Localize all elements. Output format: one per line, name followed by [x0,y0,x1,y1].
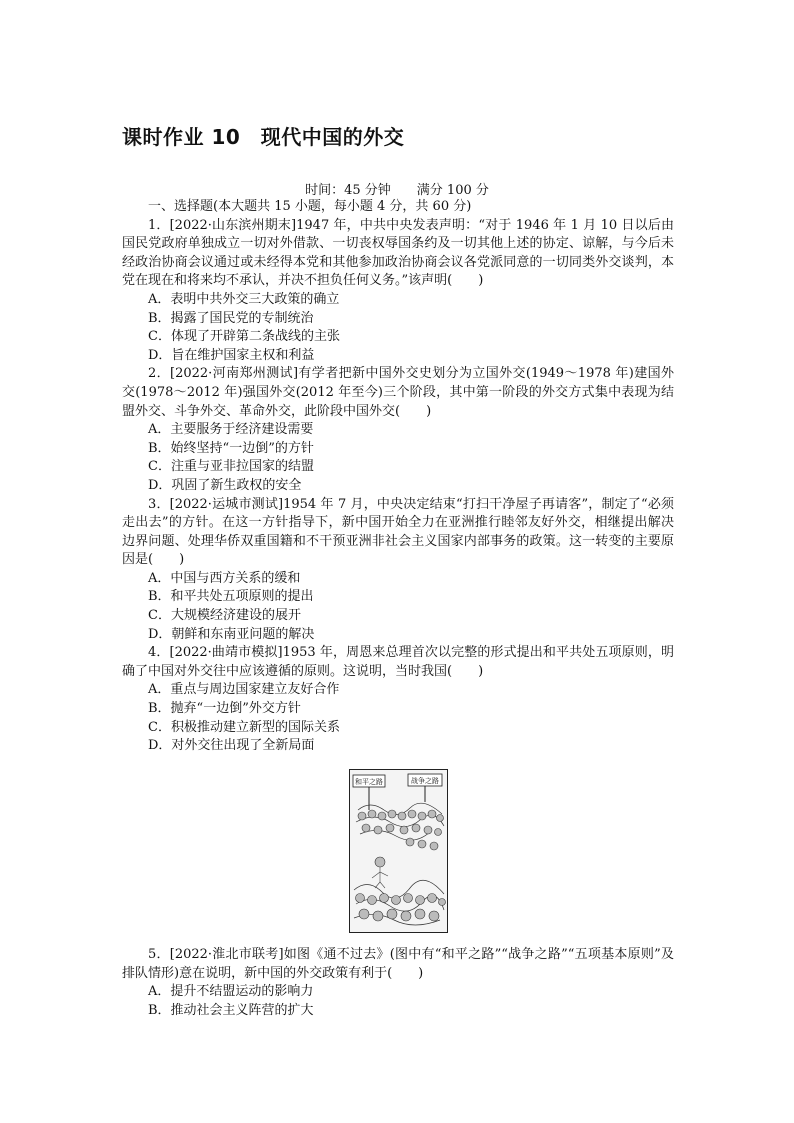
question-5-block [122,946,674,1020]
section-heading: 一、选择题(本大题共 15 小题，每小题 4 分，共 60 分) [148,199,472,214]
question-4-option-b: B．抛弃“一边倒”外交方针 [148,701,301,717]
questions-block [122,198,674,756]
question-2-option-a: A．主要服务于经济建设需要 [148,422,314,438]
question-5-stem: 5．[2022·淮北市联考]如图《通不过去》(图中有“和平之路”“战争之路”“五项基本原则”及排队情形)意在说明，新中国的外交政策有利于( ) [122,947,674,981]
question-1-option-b: B．揭露了国民党的专制统治 [148,310,314,326]
exam-meta [0,179,794,198]
question-1-option-a: A．表明中共外交三大政策的确立 [148,291,340,307]
question-5-option-b: B．推动社会主义阵营的扩大 [148,1002,314,1018]
question-2-option-c: C．注重与亚非拉国家的结盟 [148,459,314,475]
question-2-option-d: D．巩固了新生政权的安全 [148,477,302,493]
question-3-option-b: B．和平共处五项原则的提出 [148,589,314,605]
sign-peace-road: 和平之路 [355,778,383,786]
question-4-option-a: A．重点与周边国家建立友好合作 [148,682,340,698]
question-3-option-a: A．中国与西方关系的缓和 [148,570,301,586]
cartoon-illustration [350,770,447,932]
full-score: 满分 100 分 [416,183,489,198]
sign-war-road: 战争之路 [411,777,439,785]
question-1-option-d: D．旨在维护国家主权和利益 [148,347,315,363]
question-5-option-a: A．提升不结盟运动的影响力 [148,984,314,1000]
question-4-stem: 4．[2022·曲靖市模拟]1953 年，周恩来总理首次以完整的形式提出和平共处五项原则，明确了中国对外交往中应该遵循的原则。这说明，当时我国( ) [122,645,674,679]
question-2-option-b: B．始终坚持“一边倒”的方针 [148,440,314,456]
question-2-stem: 2．[2022·河南郑州测试]有学者把新中国外交史划分为立国外交(1949～1978 年)建国外交(1978～2012 年)强国外交(2012 年至今)三个阶段，其中第一阶段的外交方式集中表现为结盟外交、斗争外交、革命外交，此阶段中国外交( ) [122,366,674,419]
question-4-option-d: D．对外交往出现了全新局面 [148,738,315,754]
time-limit: 时间：45 分钟 [305,183,391,198]
question-3-option-d: D．朝鲜和东南亚问题的解决 [148,626,315,642]
question-3-stem: 3．[2022·运城市测试]1954 年 7 月，中央决定结束“打扫干净屋子再请客”，制定了“必须走出去”的方针。在这一方针指导下，新中国开始全力在亚洲推行睦邻友好外交，相继提出解决边界问题、处理华侨双重国籍和不干预亚洲非社会主义国家内部事务的政策。这一转变的主要原因是( ) [122,496,674,568]
page-title: 课时作业 10 现代中国的外交 [122,125,405,149]
cartoon-figure [349,769,448,933]
question-4-option-c: C．积极推动建立新型的国际关系 [148,719,340,735]
question-3-option-c: C．大规模经济建设的展开 [148,608,301,624]
question-1-option-c: C．体现了开辟第二条战线的主张 [148,329,340,345]
question-1-stem: 1．[2022·山东滨州期末]1947 年，中共中央发表声明：“对于 1946 年 1 月 10 日以后由国民党政府单独成立一切对外借款、一切丧权辱国条约及一切其他上述的协定、谅解，与今后未经政治协商会议通过或未经得本党和其他参加政治协商会议各党派同意的一切同类外交谈判，本党在现在和将来均不承认，并决不担负任何义务。”该声明( ) [122,217,674,289]
